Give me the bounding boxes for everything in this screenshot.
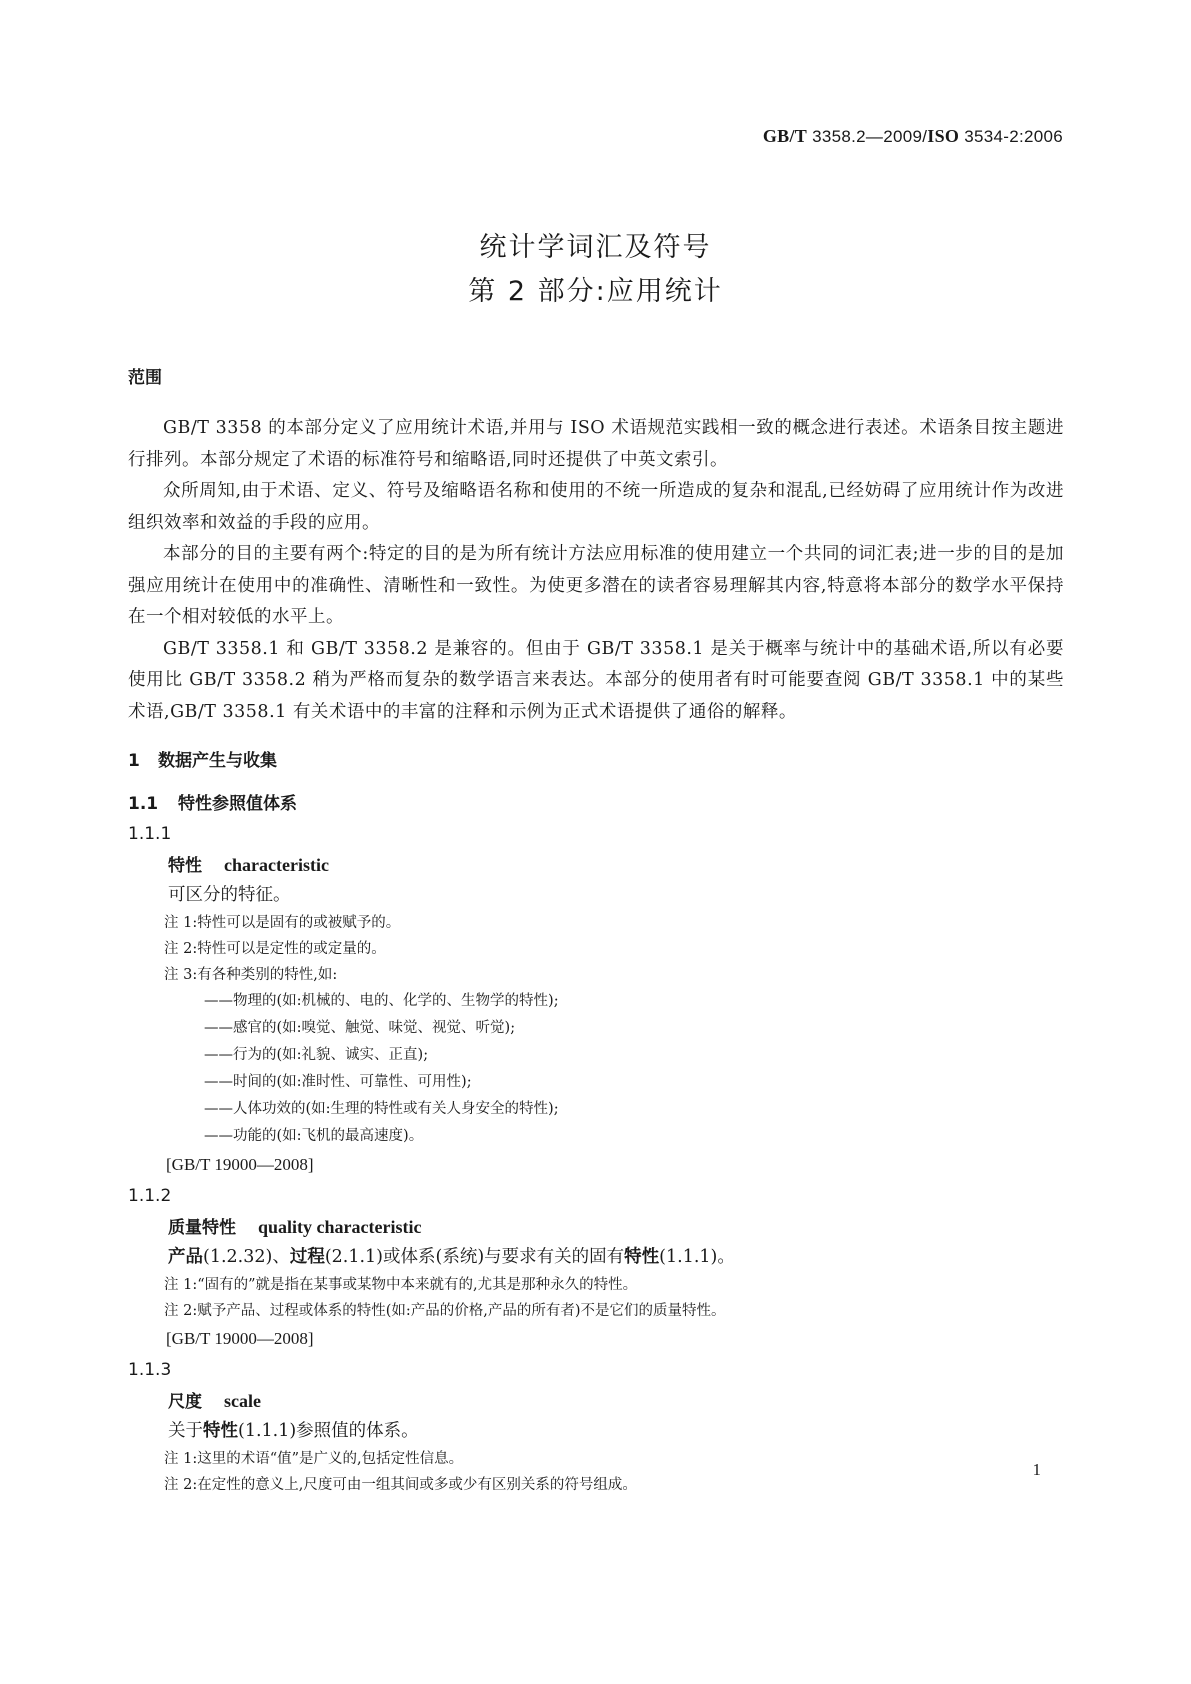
section-1-number: 1 [128,751,140,771]
definition-text: (2.1.1)或体系(系统)与要求有关的固有 [324,1247,625,1267]
term-note: 注 2:特性可以是定性的或定量的。 [164,941,386,957]
term-source: [GB/T 19000—2008] [166,1329,314,1348]
definition-text: (1.1.1)参照值的体系。 [238,1421,419,1441]
cross-ref-term: 产品 [168,1247,203,1267]
section-1-heading [128,744,1064,778]
term-definition: 可区分的特征。 [168,885,291,905]
term-number: 1.1.2 [128,1186,172,1206]
scope-heading: 范围 [128,368,162,388]
std-code-mid: 3358.2—2009/ [812,127,928,146]
section-1-title: 数据产生与收集 [158,751,277,771]
std-code-prefix: GB/T [762,126,808,146]
title-line-1: 统计学词汇及符号 [479,232,712,263]
cross-ref-term: 过程 [289,1247,325,1267]
term-heading [168,1386,1064,1416]
term-en: quality characteristic [258,1217,422,1237]
definition-text: 关于 [168,1421,203,1441]
note-list-item: ——行为的(如:礼貌、诚实、正直); [204,1047,429,1063]
note-list-item: ——功能的(如:飞机的最高速度)。 [204,1128,424,1144]
scope-paragraph-1: GB/T 3358 的本部分定义了应用统计术语,并用与 ISO 术语规范实践相一致的概念进行表述。术语条目按主题进行排列。本部分规定了术语的标准符号和缩略语,同时还提供了中英文索引。 [128,418,1064,470]
scope-paragraph-3: 本部分的目的主要有两个:特定的目的是为所有统计方法应用标准的使用建立一个共同的词汇表;进一步的目的是加强应用统计在使用中的准确性、清晰性和一致性。为使更多潜在的读者容易理解其内容,特意将本部分的数学水平保持在一个相对较低的水平上。 [128,544,1064,627]
term-note: 注 2:在定性的意义上,尺度可由一组其间或多或少有区别关系的符号组成。 [164,1477,637,1493]
term-note: 注 2:赋予产品、过程或体系的特性(如:产品的价格,产品的所有者)不是它们的质量特性。 [164,1303,726,1319]
term-number: 1.1.1 [128,824,172,844]
term-note: 注 1:“固有的”就是指在某事或某物中本来就有的,尤其是那种永久的特性。 [164,1277,638,1293]
scope-paragraph-2: 众所周知,由于术语、定义、符号及缩略语名称和使用的不统一所造成的复杂和混乱,已经妨碍了应用统计作为改进组织效率和效益的手段的应用。 [128,481,1064,533]
term-note: 注 1:这里的术语“值”是广义的,包括定性信息。 [164,1451,464,1467]
cross-ref-term: 特性 [203,1421,238,1441]
term-number: 1.1.3 [128,1360,172,1380]
term-zh: 质量特性 [168,1218,236,1238]
std-code-iso: ISO [927,126,960,146]
document-title [0,226,1191,314]
term-source: [GB/T 19000—2008] [166,1155,314,1174]
section-1-1-title: 特性参照值体系 [178,794,297,814]
term-en: scale [224,1391,261,1411]
term-note: 注 1:特性可以是固有的或被赋予的。 [164,915,401,931]
note-list-item: ——时间的(如:准时性、可靠性、可用性); [204,1074,472,1090]
definition-text: (1.2.32)、 [203,1247,290,1267]
term-zh: 尺度 [168,1392,202,1412]
content [128,366,1064,1498]
scope-paragraph-4: GB/T 3358.1 和 GB/T 3358.2 是兼容的。但由于 GB/T 3358.1 是关于概率与统计中的基础术语,所以有必要使用比 GB/T 3358.2 稍为严格而复杂的数学语言来表达。本部分的使用者有时可能要查阅 GB/T 3358.1 中的某些术语,GB/T 3358.1 有关术语中的丰富的注释和示例为正式术语提供了通俗的解释。 [128,638,1064,722]
note-list-item: ——人体功效的(如:生理的特性或有关人身安全的特性); [204,1101,559,1117]
cross-ref-term: 特性 [624,1247,660,1267]
term-definition [168,1416,1064,1446]
term-definition [168,1242,1064,1272]
term-heading [168,1212,1064,1242]
note-list-item: ——物理的(如:机械的、电的、化学的、生物学的特性); [204,993,559,1009]
term-en: characteristic [224,855,329,875]
note-list-item: ——感官的(如:嗅觉、触觉、味觉、视觉、听觉); [204,1020,516,1036]
section-1-1-heading [128,790,1064,818]
term-zh: 特性 [168,856,202,876]
term-heading [168,850,1064,880]
section-1-1-number: 1.1 [128,794,159,814]
page-number: 1 [1032,1460,1041,1479]
title-line-2: 第 2 部分:应用统计 [468,276,723,307]
standard-code [763,126,1063,147]
std-code-suffix: 3534-2:2006 [964,127,1063,146]
term-note: 注 3:有各种类别的特性,如: [164,967,338,983]
definition-text: (1.1.1)。 [659,1247,735,1267]
